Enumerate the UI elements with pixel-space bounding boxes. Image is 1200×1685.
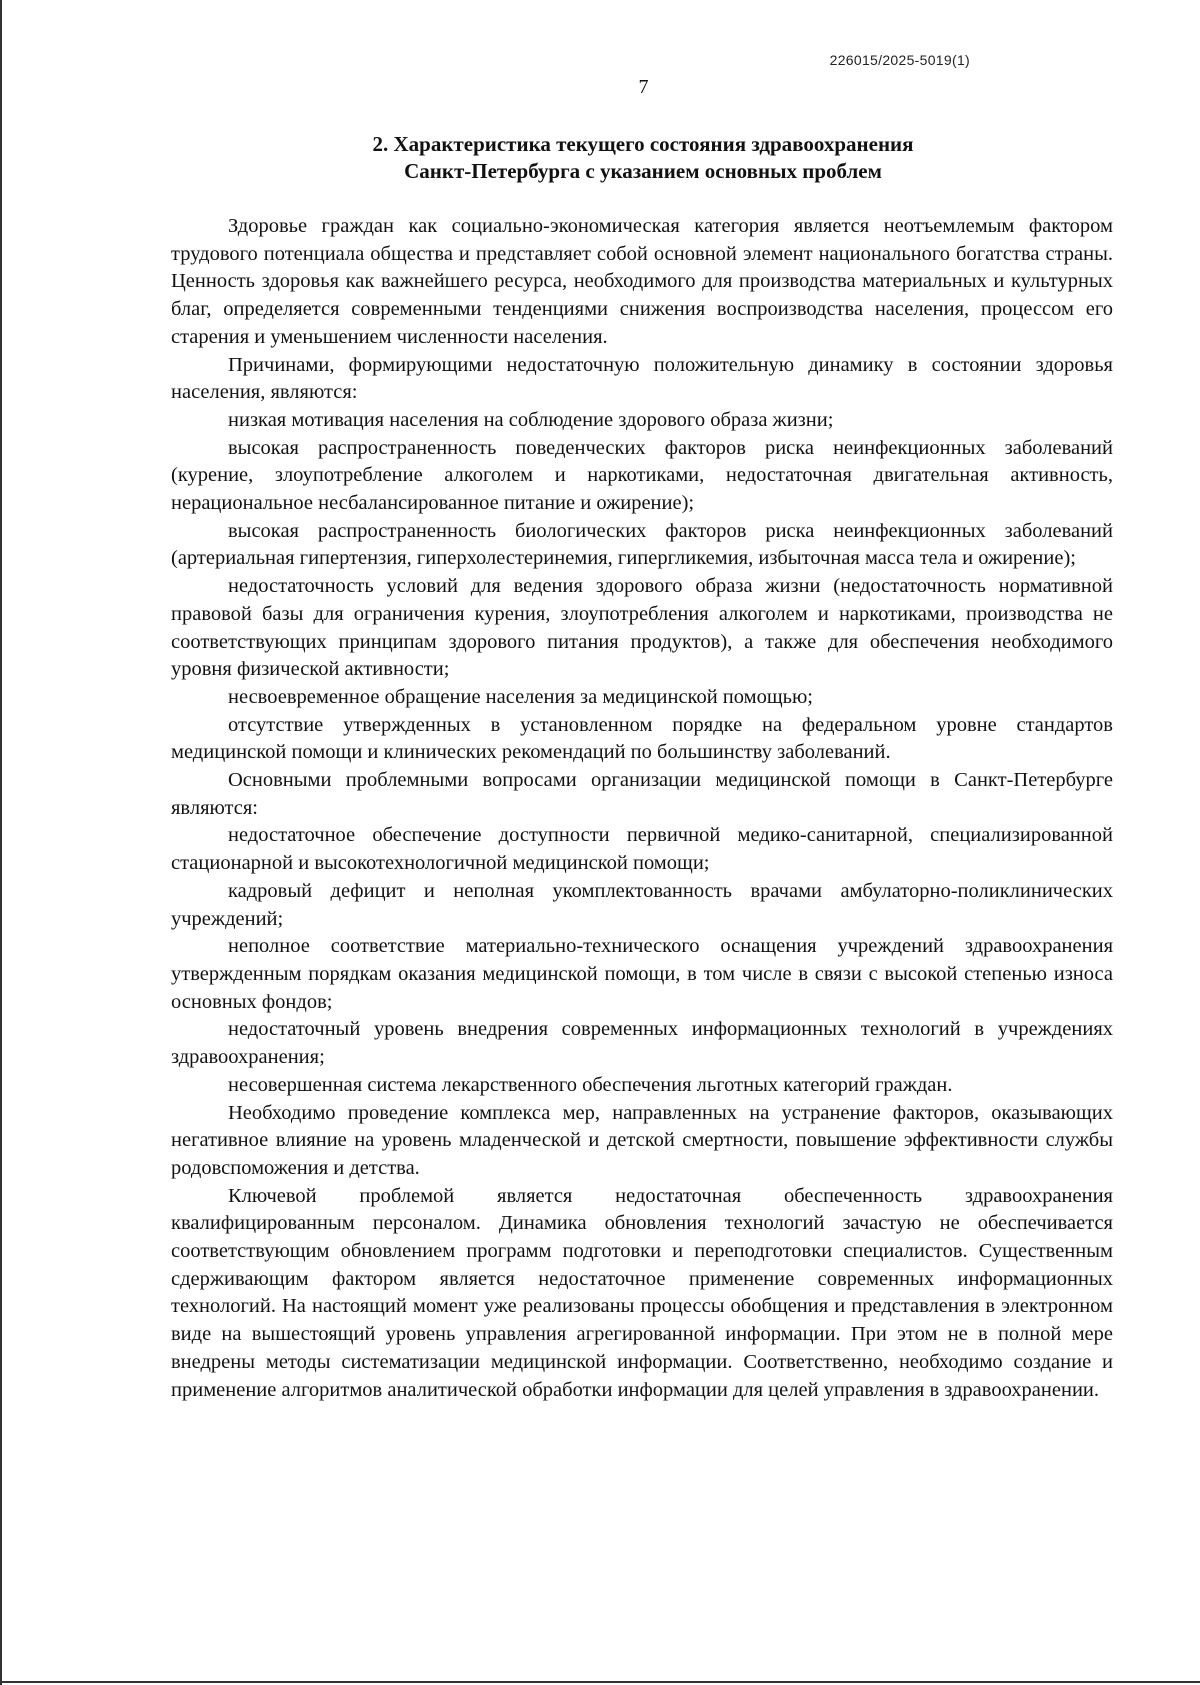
list-item: отсутствие утвержденных в установленном порядке на федеральном уровне стандартов медицинской помощи и клинических рекомендаций по большинству заболеваний.: [171, 713, 1113, 764]
paragraph: Здоровье граждан как социально-экономическая категория является неотъемлемым фактором трудового потенциала общества и представляет собой основной элемент национального богатства страны. Ценность здоровья как важнейшего ресурса, необходимого для производства материальных и культурных благ, определяется современными тенденциями снижения воспроизводства населения, процессом его старения и уменьшением численности населения.: [171, 215, 1113, 348]
list-item: низкая мотивация населения на соблюдение здорового образа жизни;: [228, 408, 834, 431]
page-number: 7: [638, 76, 649, 98]
paragraph: Ключевой проблемой является недостаточная обеспеченность здравоохранения квалифицированным персоналом. Динамика обновления технологий зачастую не обеспечивается соответствующим обновлением программ подготовки и переподготовки специалистов. Существенным сдерживающим фактором является недостаточное применение современных информационных технологий. На настоящий момент уже реализованы процессы обобщения и представления в электронном виде на вышестоящий уровень управления агрегированной информации. При этом не в полной мере внедрены методы систематизации медицинской информации. Соответственно, необходимо создание и применение алгоритмов аналитической обработки информации для целей управления в здравоохранении.: [171, 1184, 1113, 1401]
list-item: высокая распространенность биологических факторов риска неинфекционных заболеваний (артериальная гипертензия, гиперхолестеринемия, гипергликемия, избыточная масса тела и ожирение);: [171, 519, 1113, 570]
section-title: [170, 131, 1116, 185]
list-item: кадровый дефицит и неполная укомплектованность врачами амбулаторно-поликлинических учреждений;: [171, 879, 1113, 930]
page-left-border: [0, 0, 2, 1685]
list-item: неполное соответствие материально-технического оснащения учреждений здравоохранения утвержденным порядкам оказания медицинской помощи, в том числе в связи с высокой степенью износа основных фондов;: [171, 935, 1113, 1013]
list-item: несвоевременное обращение населения за медицинской помощью;: [228, 685, 814, 708]
list-item: недостаточность условий для ведения здорового образа жизни (недостаточность нормативной правовой базы для ограничения курения, злоупотребления алкоголем и наркотиками, производства не соответствующих принципам здорового питания продуктов), а также для обеспечения необходимого уровня физической активности;: [171, 575, 1113, 681]
list-item: недостаточный уровень внедрения современных информационных технологий в учреждениях здравоохранения;: [171, 1018, 1113, 1069]
page-bottom-border: [0, 1681, 1200, 1683]
document-id: 226015/2025-5019(1): [829, 52, 970, 68]
paragraph: Причинами, формирующими недостаточную положительную динамику в состоянии здоровья населения, являются:: [171, 353, 1113, 404]
section-title-line-2: Санкт-Петербурга с указанием основных проблем: [404, 159, 882, 183]
paragraph: Необходимо проведение комплекса мер, направленных на устранение факторов, оказывающих негативное влияние на уровень младенческой и детской смертности, повышение эффективности службы родовспоможения и детства.: [171, 1101, 1113, 1179]
list-item: несовершенная система лекарственного обеспечения льготных категорий граждан.: [228, 1073, 953, 1096]
paragraph: Основными проблемными вопросами организации медицинской помощи в Санкт-Петербурге являются:: [171, 769, 1113, 819]
section-title-line-1: 2. Характеристика текущего состояния здравоохранения: [372, 132, 914, 156]
list-item: недостаточное обеспечение доступности первичной медико-санитарной, специализированной стационарной и высокотехнологичной медицинской помощи;: [171, 824, 1113, 875]
body-text: [171, 213, 1113, 1404]
list-item: высокая распространенность поведенческих факторов риска неинфекционных заболеваний (курение, злоупотребление алкоголем и наркотиками, недостаточная двигательная активность, нерациональное несбалансированное питание и ожирение);: [171, 436, 1113, 515]
